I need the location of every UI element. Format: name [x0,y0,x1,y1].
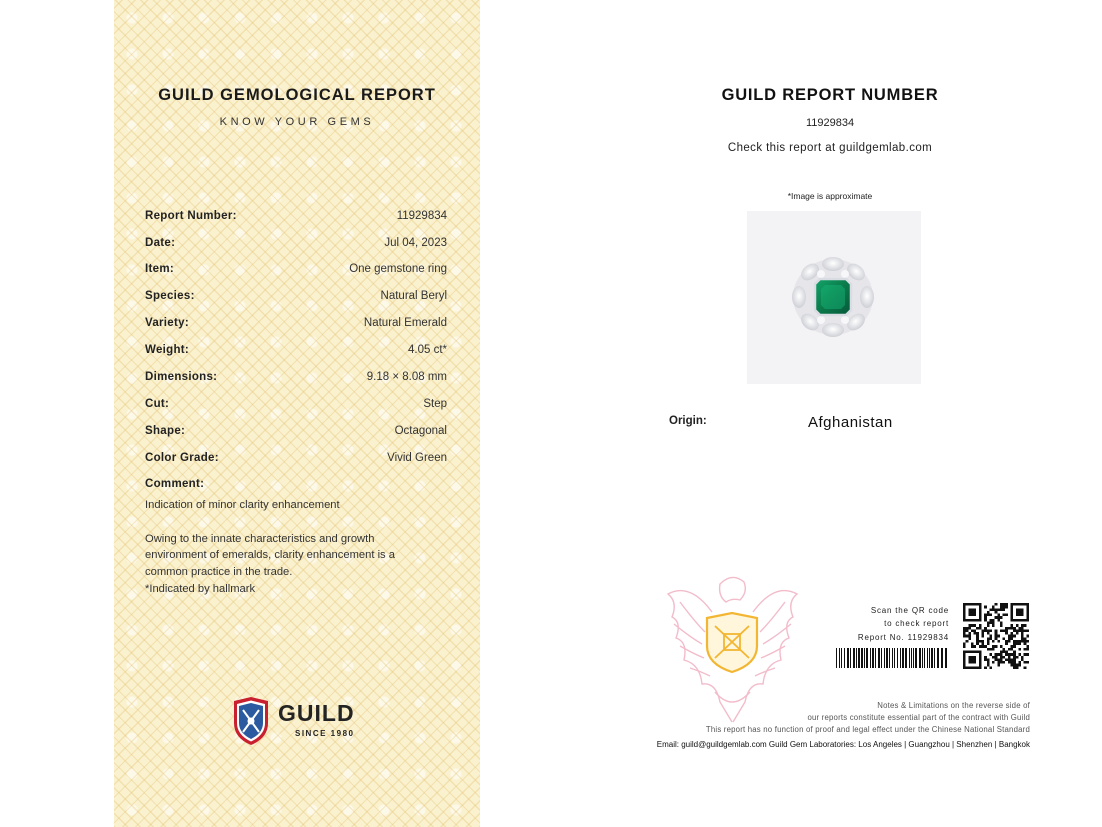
field-value: 11929834 [396,210,447,222]
logo-since: SINCE 1980 [295,729,355,738]
check-report-label: to check report [884,619,949,628]
report-title: GUILD GEMOLOGICAL REPORT [158,86,436,104]
origin-label: Origin: [669,415,707,427]
field-value: Jul 04, 2023 [384,237,447,249]
field-value: One gemstone ring [349,263,447,275]
report-number: 11929834 [805,117,855,129]
check-report-text: Check this report at guildgemlab.com [727,142,933,154]
field-label: Report Number: [145,210,237,222]
ring-image [747,211,921,384]
field-label: Color Grade: [145,452,219,464]
hallmark-note: *Indicated by hallmark [145,583,256,595]
shield-icon [231,695,271,747]
field-value: Vivid Green [387,452,447,464]
scan-qr-text: Scan the QR code [870,606,949,615]
field-color-grade [145,452,447,470]
contact-footer: Email: guild@guildgemlab.com Guild Gem Laboratories: Los Angeles | Guangzhou | Shenzhen | Bangkok [656,740,1030,749]
field-value: Natural Beryl [380,290,447,302]
notes-line: Notes & Limitations on the reverse side of [877,701,1030,710]
field-label: Date: [145,237,176,249]
eagle-seal [660,572,805,732]
origin-value: Afghanistan [808,414,893,431]
comment-text: Indication of minor clarity enhancement [145,499,340,511]
comment-heading [145,478,447,496]
emerald-ring-icon [747,211,921,384]
barcode-icon [836,648,950,668]
paragraph-line: common practice in the trade. [145,566,293,578]
tagline: KNOW YOUR GEMS [219,116,375,128]
field-label: Dimensions: [145,371,218,383]
field-shape [145,425,447,443]
comment-label: Comment: [145,478,205,490]
field-date [145,237,447,255]
field-cut [145,398,447,416]
scan-report-number: Report No. 11929834 [857,633,949,642]
guild-logo [231,695,371,747]
notes-line: This report has no function of proof and legal effect under the Chinese National Standard [705,725,1030,734]
field-report-number [145,210,447,228]
field-value: Octagonal [394,425,447,437]
field-value: Step [423,398,447,410]
field-variety [145,317,447,335]
field-species [145,290,447,308]
logo-wordmark: GUILD [278,700,355,726]
field-weight [145,344,447,362]
field-label: Item: [145,263,174,275]
left-panel [114,0,480,827]
field-value: 4.05 ct* [408,344,447,356]
report-number-title: GUILD REPORT NUMBER [721,86,939,104]
image-approximate-note: *Image is approximate [787,191,873,201]
qr-code-icon[interactable] [963,603,1029,669]
field-value: Natural Emerald [363,317,447,329]
field-dimensions [145,371,447,389]
field-label: Shape: [145,425,186,437]
field-label: Weight: [145,344,190,356]
field-label: Variety: [145,317,189,329]
paragraph-line: environment of emeralds, clarity enhancement is a [145,549,395,561]
field-label: Species: [145,290,195,302]
paragraph-line: Owing to the innate characteristics and growth [145,533,375,545]
field-item [145,263,447,281]
field-label: Cut: [145,398,170,410]
field-value: 9.18 × 8.08 mm [366,371,447,383]
notes-line: our reports constitute essential part of the contract with Guild [807,713,1030,722]
eagle-seal-icon [660,572,805,732]
